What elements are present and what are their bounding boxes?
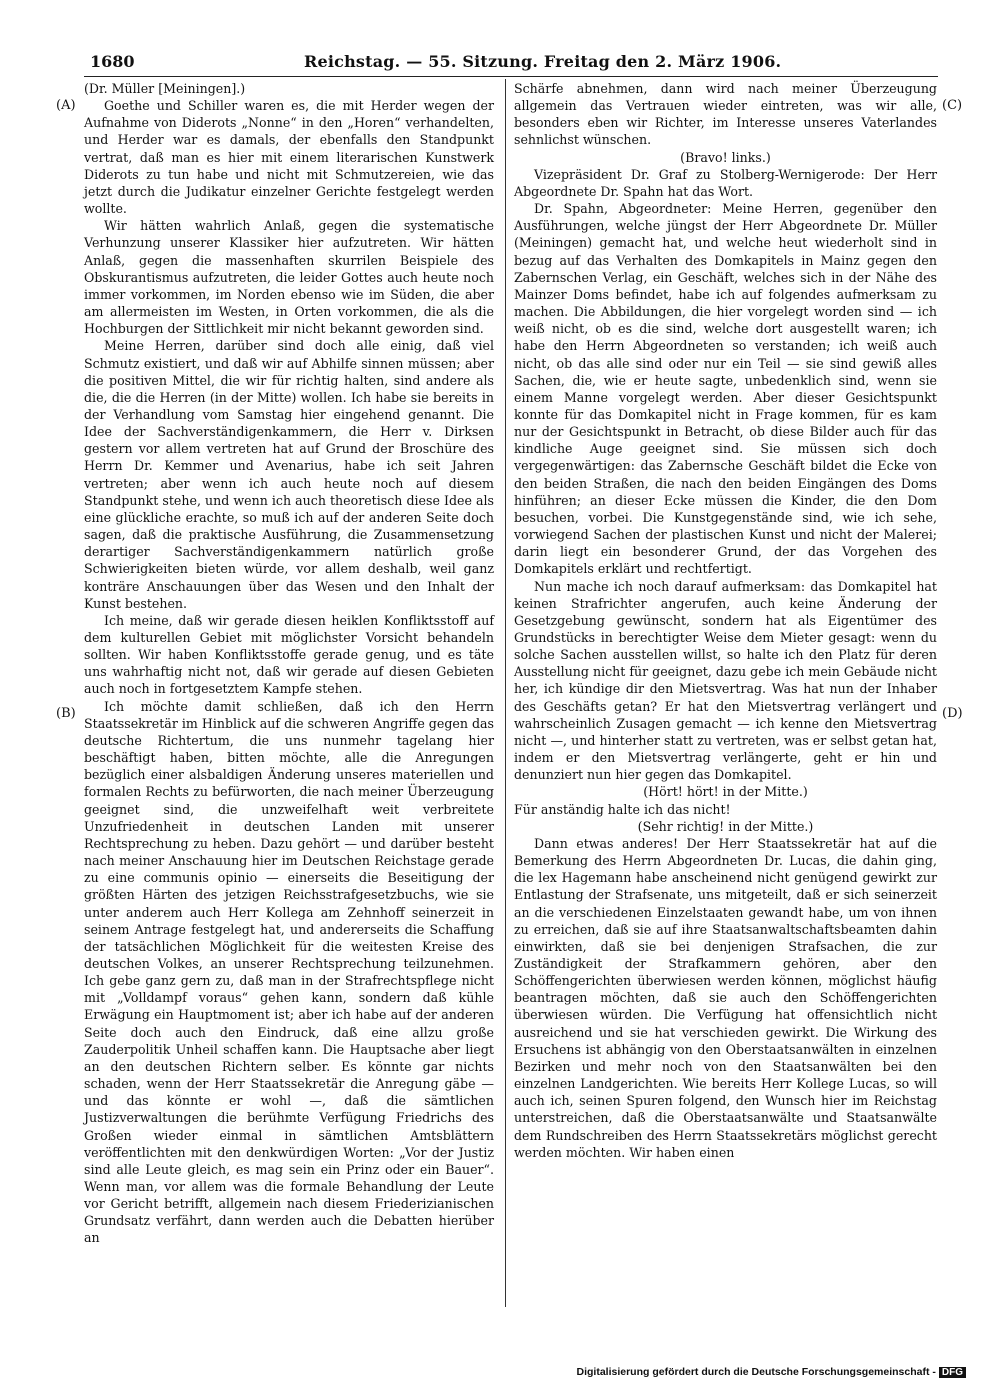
- left-column: [84, 80, 494, 1247]
- footer: [577, 1366, 967, 1378]
- paragraph-continuation: Schärfe abnehmen, dann wird nach meiner Überzeugung allgemein das Vertrauen wieder eintreten, was wir alle, besonders eben wir Richter, im Interesse unseres Vaterlandes sehnlichst wünschen.: [514, 81, 937, 148]
- reaction: (Sehr richtig! in der Mitte.): [637, 818, 814, 834]
- speaker-reference: (Dr. Müller [Meiningen].): [84, 81, 246, 96]
- running-title: Reichstag. — 55. Sitzung. Freitag den 2. März 1906.: [304, 52, 782, 71]
- paragraph: Ich möchte damit schließen, daß ich den Herrn Staatssekretär im Hinblick auf die schweren Angriffe gegen das deutsche Richtertum, die uns nunmehr tagelang hier beschäftigt haben, bitten möchte, alle die Anregungen bezüglich einer alsbaldigen Änderung unseres materiellen und formalen Rechts zu befürworten, die nach meiner Überzeugung geeignet sind, die unzweifelhaft weit verbreitete Unzufriedenheit in deutschen Landen mit unserer Rechtsprechung zu heben. Dazu gehört — und darüber besteht nach meiner Anschauung hier im Deutschen Reichstage gerade zu eine communis opinio — einerseits die Beseitigung der größten Härten des jetzigen Reichsstrafgesetzbuchs, wie sie unter anderem auch Herr Kollega am Zehnhoff seinerzeit in seinem Antrage festgelegt hat, und andererseits die Schaffung der tatsächlichen Möglichkeit für die weitesten Kreise des deutschen Volkes, an unserer Rechtsprechung teilzunehmen. Ich gebe ganz gern zu, daß man in der Strafrechtspflege nicht mit „Volldampf voraus“ gehen kann, sondern daß kühle Erwägung ein Hauptmoment ist; aber ich habe auf der anderen Seite doch auch den Eindruck, daß eine allzu große Zauderpolitik Unheil schaffen kann. Die Hauptsache aber liegt an den deutschen Richtern selber. Es könnte gar nichts schaden, wenn der Herr Staatssekretär die Anregung gäbe — und das könnte er wohl —, daß die sämtlichen Justizverwaltungen die berühmte Verfügung Friedrichs des Großen wieder einmal in sämtlichen Amtsblättern veröffentlichten mit den denkwürdigen Worten: „Vor der Justiz sind alle Leute gleich, es mag sein ein Prinz oder ein Bauer“. Wenn man, vor allem was die formale Behandlung der Leute vor Gericht betrifft, allgemein nach diesem Friederizianischen Grundsatz verfährt, dann werden auch die Debatten hierüber an: [84, 698, 494, 1246]
- right-column: [514, 80, 937, 1161]
- paragraph: Goethe und Schiller waren es, die mit Herder wegen der Aufnahme von Diderots „Nonne“ in den „Horen“ verhandelten, und Herder war es damals, der ebenfalls den Standpunkt vertrat, daß man es hier mit einem literarischen Kunstwerk Diderots zu tun habe und nicht mit Schmutzereien, wie das jetzt durch die Judikatur einzelner Gerichte festgelegt werden wollte.: [84, 98, 494, 217]
- paragraph: Ich meine, daß wir gerade diesen heiklen Konfliktsstoff auf dem kulturellen Gebiet mit möglichster Vorsicht behandeln sollten. Wir haben Konfliktsstoffe gerade genug, und es täte uns wahrhaftig nicht not, daß wir gerade auf diesen Gebieten auch noch in fortgesetztem Kampfe stehen.: [84, 612, 494, 697]
- paragraph: Nun mache ich noch darauf aufmerksam: das Domkapitel hat keinen Strafrichter angerufen, auch keine Änderung der Gesetzgebung gewünscht, sondern hat als Eigentümer des Grundstücks in berechtigter Weise dem Mieter gesagt: wenn du solche Sachen ausstellen willst, so halte ich den Platz für deren Ausstellung nicht für geeignet, dazu gebe ich mein Gebäude nicht her, ich kündige dir den Mietsvertrag. Was hat nun der Inhaber des Geschäfts getan? Er hat den Mietsvertrag verlängert und wahrscheinlich Zusagen gemacht — ich kenne den Mietsvertrag nicht —, und hinterher statt zu vertreten, was er selbst getan hat, indem er den Mietsvertrag verlängerte, geht er hin und denunziert nun hier gegen das Domkapitel.: [514, 578, 937, 783]
- reaction: (Hört! hört! in der Mitte.): [643, 784, 808, 800]
- margin-mark-d: (D): [942, 706, 963, 721]
- reaction: (Bravo! links.): [680, 149, 771, 165]
- paragraph: Dann etwas anderes! Der Herr Staatssekretär hat auf die Bemerkung des Herrn Abgeordneten Dr. Lucas, die dahin ging, die lex Hagemann habe anscheinend nicht genügend gewirkt zur Entlastung der Strafsenate, uns mitgeteilt, daß er sich seinerzeit an die verschiedenen Einzelstaaten gewandt habe, um von ihnen zu erreichen, daß sie auf ihre Staatsanwaltschaftsbeamten dahin einwirkten, daß sie bei denjenigen Strafsachen, die zur Zuständigkeit der Strafkammern gehören, aber den Schöffengerichten überwiesen werden können, möglichst häufig beantragen möchten, daß sie auch den Schöffengerichten überwiesen würden. Die Verfügung hat offensichtlich nicht ausreichend und sie hat verschieden gewirkt. Die Wirkung des Ersuchens ist abhängig von den Oberstaatsanwälten in einzelnen Bezirken und mehr noch von den Staatsanwälten bei den einzelnen Landgerichten. Wie bereits Herr Kollege Lucas, so will auch ich, seinen Spuren folgend, den Wunsch hier im Reichstag unterstreichen, daß die Oberstaatsanwälte und Staatsanwälte dem Rundschreiben des Herrn Staatssekretärs möglichst gerecht werden möchten. Wir haben einen: [514, 835, 937, 1160]
- dfg-logo: DFG: [939, 1367, 966, 1378]
- margin-mark-b: (B): [56, 706, 76, 721]
- margin-mark-a: (A): [56, 98, 76, 113]
- column-divider: [505, 79, 506, 1307]
- paragraph: Dr. Spahn, Abgeordneter: Meine Herren, gegenüber den Ausführungen, welche jüngst der Herr Abgeordnete Dr. Müller (Meiningen) gemacht hat, und welche heut wiederholt sind in bezug auf das Verhalten des Domkapitels in Mainz gegen den Zabernschen Verlag, ein Geschäft, welches sich in der Nähe des Mainzer Doms befindet, habe ich auf folgendes aufmerksam zu machen. Die Abbildungen, die hier vorgelegt worden sind — ich weiß nicht, ob es die sind, welche dort ausgestellt waren; ich habe den Herrn Abgeordneten so verstanden; ich weiß auch nicht, ob das alle sind oder nur ein Teil — sie sind gewiß alles Sachen, die, wie er heute sagte, unbedenklich sind, wenn sie einem Manne vorgelegt werden. Aber dieser Gesichtspunkt konnte für das Domkapitel nicht in Frage kommen, für es kam nur der Gesichtspunkt in Betracht, ob diese Bilder auch für das kindliche Auge geeignet sind. Sie müssen sich doch vergegenwärtigen: das Zabernsche Geschäft bildet die Ecke von den beiden Straßen, die nach den beiden Eingängen des Doms hinführen; an dieser Ecke müssen die Kinder, die den Dom besuchen, vorbei. Die Kunstgegenstände sind, wie ich sehe, vorwiegend Sachen der plastischen Kunst und nicht der Malerei; darin liegt ein besonderer Grund, der das Vorgehen des Domkapitels erklärt und rechtfertigt.: [514, 201, 937, 577]
- paragraph: Meine Herren, darüber sind doch alle einig, daß viel Schmutz existiert, und daß wir auf Abhilfe sinnen müssen; aber die positiven Mittel, die wir für richtig halten, sind andere als die, die die Herren (in der Mitte) wollen. Ich habe sie bereits in der Verhandlung vom Samstag hier eingehend genannt. Die Idee der Sachverständigenkammern, die Herr v. Dirksen gestern vor allem vertreten hat auf Grund der Broschüre des Herrn Dr. Kemmer und Avenarius, habe ich seit Jahren vertreten; aber wenn ich auch heute noch auf diesem Standpunkt stehe, und wenn ich auch theoretisch diese Idee als eine glückliche erachte, so muß ich auf der anderen Seite doch sagen, daß die praktische Ausführung, die Zusammensetzung derartiger Sachverständigenkammern natürlich große Schwierigkeiten bieten würde, vor allem deshalb, weil ganz konträre Anschauungen über das Wesen und den Inhalt der Kunst bestehen.: [84, 338, 494, 611]
- page-header: [84, 50, 938, 77]
- page-number: 1680: [90, 52, 135, 71]
- statement: Für anständig halte ich das nicht!: [514, 801, 731, 817]
- footer-text: Digitalisierung gefördert durch die Deutsche Forschungsgemeinschaft -: [576, 1366, 936, 1378]
- margin-mark-c: (C): [942, 98, 963, 113]
- paragraph: Wir hätten wahrlich Anlaß, gegen die systematische Verhunzung unserer Klassiker hier aufzutreten. Wir hätten Anlaß, gegen die massenhaften skurrilen Beispiele des Obskurantismus aufzutreten, die leider Gottes auch heute noch immer vorkommen, im Norden ebenso wie im Süden, die aber am allermeisten im Westen, in Orten vorkommen, die als die Hochburgen der Sittlichkeit mir nicht bekannt geworden sind.: [84, 218, 494, 337]
- vice-president-statement: Vizepräsident Dr. Graf zu Stolberg-Wernigerode: Der Herr Abgeordnete Dr. Spahn hat das Wort.: [514, 166, 937, 199]
